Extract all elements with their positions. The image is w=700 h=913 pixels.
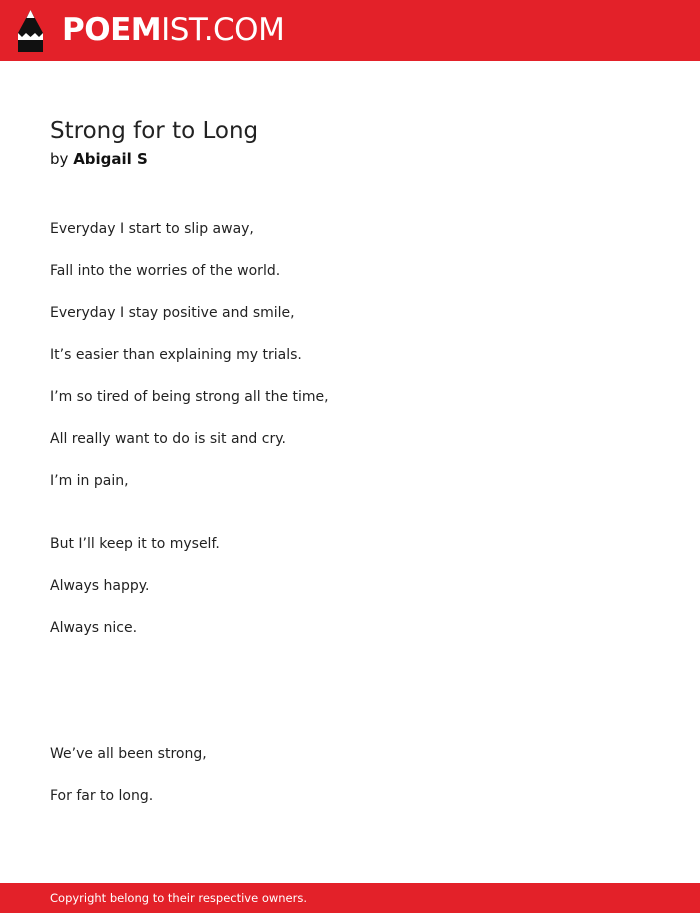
poem-line: Always happy. xyxy=(50,578,150,594)
poem-line: But I’ll keep it to myself. xyxy=(50,536,220,552)
poem-line: Everyday I stay positive and smile, xyxy=(50,305,295,321)
brand-light: IST.COM xyxy=(161,12,285,48)
site-footer xyxy=(0,883,700,913)
poem-title: Strong for to Long xyxy=(50,118,259,144)
poem-line: Everyday I start to slip away, xyxy=(50,221,254,237)
poem-author: Abigail S xyxy=(73,150,148,168)
pencil-tip-icon[interactable] xyxy=(18,10,43,52)
copyright-text: Copyright belong to their respective owners. xyxy=(50,891,308,905)
site-logo-text[interactable] xyxy=(62,10,284,50)
byline-prefix: by xyxy=(50,150,69,168)
poem-line: Fall into the worries of the world. xyxy=(50,263,281,279)
poem-line: Always nice. xyxy=(50,620,138,636)
poem-line: It’s easier than explaining my trials. xyxy=(50,347,302,363)
poem-line: All really want to do is sit and cry. xyxy=(50,431,286,447)
poem-byline xyxy=(50,149,148,169)
brand-bold: POEM xyxy=(62,12,162,48)
poem-line: I’m in pain, xyxy=(50,473,129,489)
site-header xyxy=(0,0,700,61)
poem-line: For far to long. xyxy=(50,788,154,804)
poem-line: I’m so tired of being strong all the time, xyxy=(50,389,329,405)
poem-line: We’ve all been strong, xyxy=(50,746,207,762)
